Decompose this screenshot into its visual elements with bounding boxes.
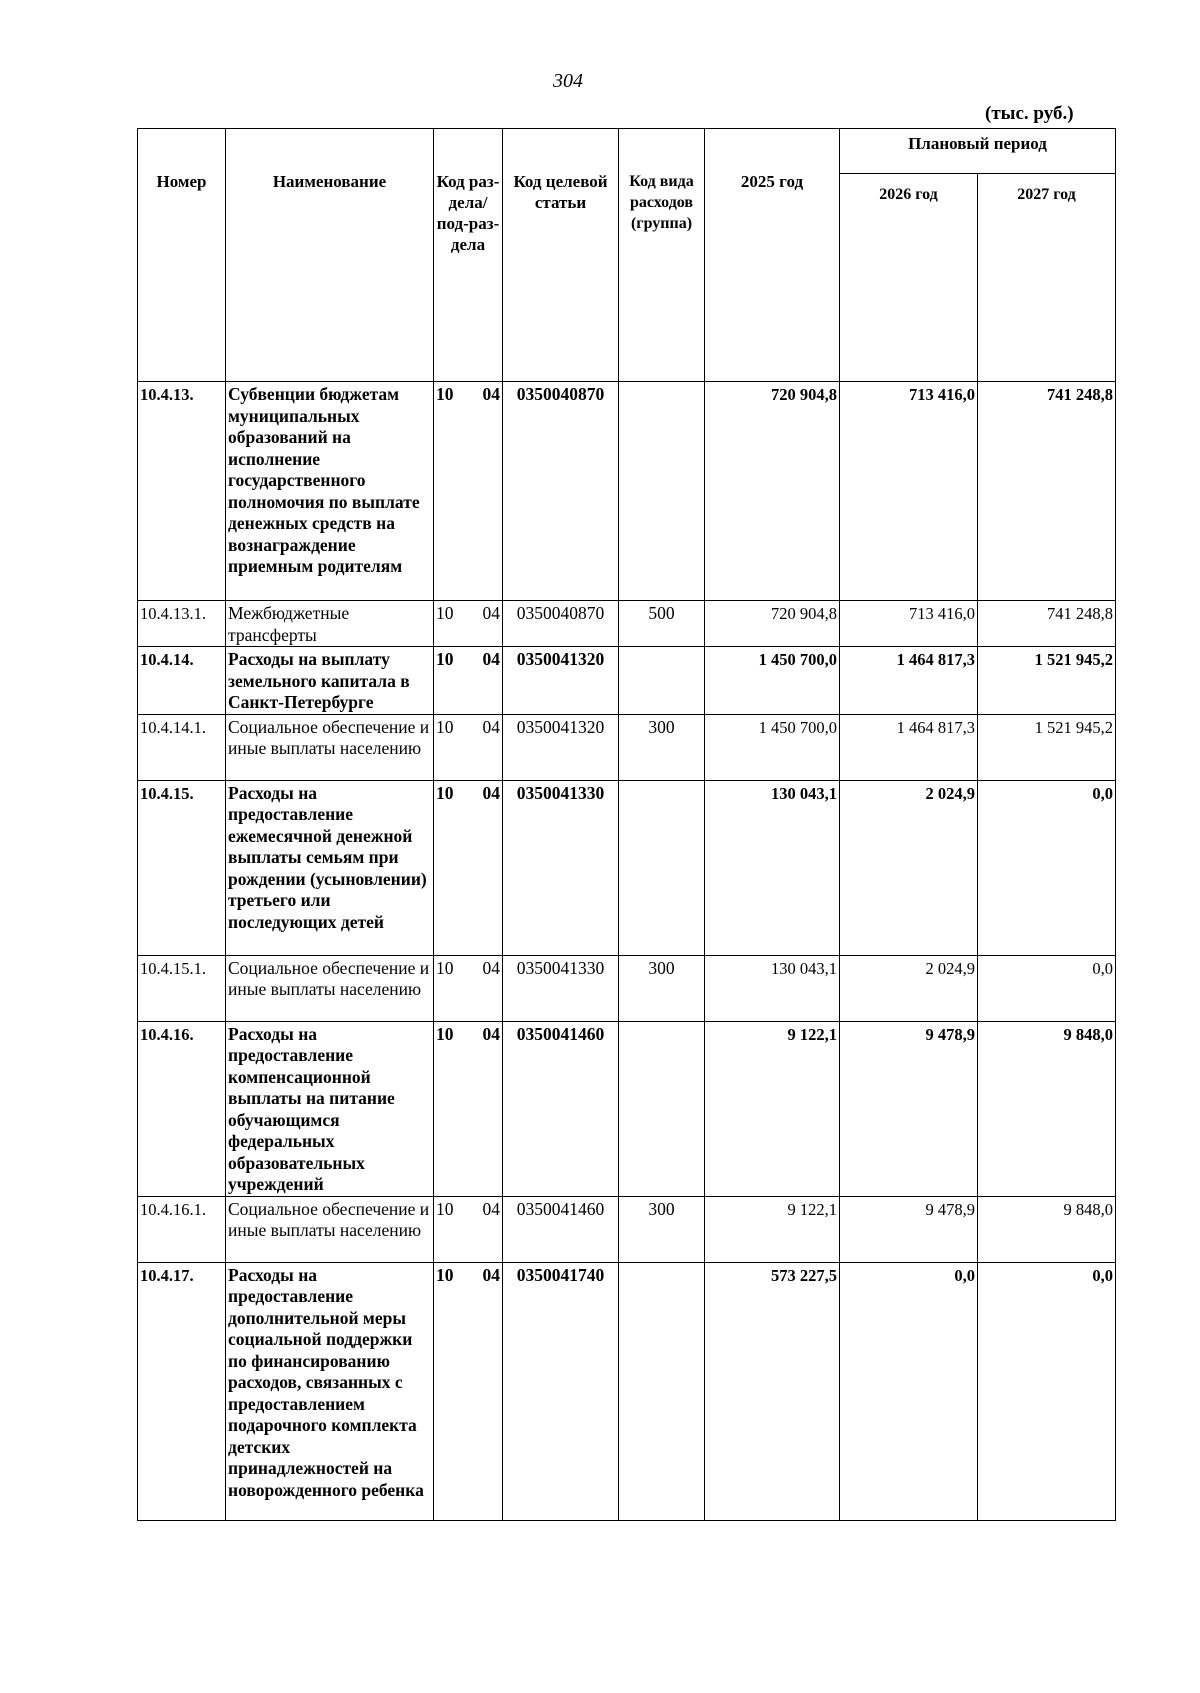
row-amount-2027: 741 248,8 xyxy=(978,601,1116,647)
header-expense-type: Код вида расходов (группа) xyxy=(619,129,705,382)
row-section-code xyxy=(434,647,503,715)
row-amount-2026: 2 024,9 xyxy=(840,780,978,955)
row-amount-2026: 2 024,9 xyxy=(840,955,978,1021)
row-target-code: 0350040870 xyxy=(503,382,619,601)
row-amount-2027: 9 848,0 xyxy=(978,1021,1116,1196)
row-amount-2026: 0,0 xyxy=(840,1262,978,1520)
row-section-code xyxy=(434,1262,503,1520)
row-section-code xyxy=(434,1196,503,1262)
row-amount-2025: 130 043,1 xyxy=(705,955,840,1021)
row-section: 10 xyxy=(436,1023,454,1044)
units-label: (тыс. руб.) xyxy=(985,103,1074,124)
row-amount-2025: 1 450 700,0 xyxy=(705,714,840,780)
table-row xyxy=(138,382,1116,601)
row-number: 10.4.15.1. xyxy=(138,955,226,1021)
row-amount-2025: 9 122,1 xyxy=(705,1021,840,1196)
row-amount-2027: 0,0 xyxy=(978,955,1116,1021)
row-section: 10 xyxy=(436,649,454,669)
row-subsection: 04 xyxy=(482,716,500,737)
row-amount-2025: 720 904,8 xyxy=(705,601,840,647)
table-row xyxy=(138,1196,1116,1262)
row-number: 10.4.16. xyxy=(138,1021,226,1196)
row-amount-2027: 741 248,8 xyxy=(978,382,1116,601)
row-amount-2027: 9 848,0 xyxy=(978,1196,1116,1262)
row-section-code xyxy=(434,955,503,1021)
row-name: Расходы на выплату земельного капитала в Санкт-Петербурге xyxy=(226,647,434,715)
row-number: 10.4.16.1. xyxy=(138,1196,226,1262)
row-expense-group xyxy=(619,780,705,955)
row-expense-group: 300 xyxy=(619,714,705,780)
row-expense-group: 300 xyxy=(619,1196,705,1262)
row-name: Социальное обеспечение и иные выплаты населению xyxy=(226,955,434,1021)
row-number: 10.4.13. xyxy=(138,382,226,601)
header-target-code: Код целевой статьи xyxy=(503,129,619,382)
row-name: Расходы на предоставление дополнительной меры социальной поддержки по финансированию расходов, связанных с предоставлением подарочного комплекта детских принадлежностей на новорожденного ребенка xyxy=(226,1262,434,1520)
row-section-code xyxy=(434,1021,503,1196)
row-expense-group xyxy=(619,1262,705,1520)
row-section: 10 xyxy=(436,957,454,978)
row-section: 10 xyxy=(436,1264,454,1285)
row-section: 10 xyxy=(436,384,454,404)
row-amount-2027: 1 521 945,2 xyxy=(978,647,1116,715)
table-row xyxy=(138,714,1116,780)
row-target-code: 0350041460 xyxy=(503,1021,619,1196)
table-row xyxy=(138,955,1116,1021)
row-target-code: 0350041330 xyxy=(503,955,619,1021)
row-amount-2026: 1 464 817,3 xyxy=(840,714,978,780)
row-expense-group xyxy=(619,647,705,715)
row-section: 10 xyxy=(436,603,454,623)
row-amount-2025: 9 122,1 xyxy=(705,1196,840,1262)
row-amount-2025: 1 450 700,0 xyxy=(705,647,840,715)
table-row xyxy=(138,647,1116,715)
row-amount-2026: 1 464 817,3 xyxy=(840,647,978,715)
row-section-code xyxy=(434,601,503,647)
row-expense-group xyxy=(619,382,705,601)
row-amount-2027: 0,0 xyxy=(978,780,1116,955)
row-subsection: 04 xyxy=(482,1023,500,1044)
row-target-code: 0350041740 xyxy=(503,1262,619,1520)
row-amount-2026: 9 478,9 xyxy=(840,1196,978,1262)
row-subsection: 04 xyxy=(482,782,500,803)
row-amount-2025: 720 904,8 xyxy=(705,382,840,601)
header-name: Наименование xyxy=(226,129,434,382)
row-section-code xyxy=(434,714,503,780)
row-subsection: 04 xyxy=(482,1198,500,1219)
header-year-2026: 2026 год xyxy=(840,173,978,381)
row-number: 10.4.14. xyxy=(138,647,226,715)
row-amount-2025: 130 043,1 xyxy=(705,780,840,955)
row-expense-group xyxy=(619,1021,705,1196)
row-section: 10 xyxy=(436,782,454,803)
row-name: Социальное обеспечение и иные выплаты населению xyxy=(226,1196,434,1262)
row-expense-group: 300 xyxy=(619,955,705,1021)
row-name: Субвенции бюджетам муниципальных образований на исполнение государственного полномочия по выплате денежных средств на вознаграждение приемным родителям xyxy=(226,382,434,601)
row-subsection: 04 xyxy=(482,384,500,404)
row-subsection: 04 xyxy=(482,603,500,623)
row-section: 10 xyxy=(436,1198,454,1219)
row-target-code: 0350041330 xyxy=(503,780,619,955)
header-year-2025: 2025 год xyxy=(705,129,840,382)
row-target-code: 0350040870 xyxy=(503,601,619,647)
header-number: Номер xyxy=(138,129,226,382)
row-amount-2027: 0,0 xyxy=(978,1262,1116,1520)
row-number: 10.4.13.1. xyxy=(138,601,226,647)
row-amount-2026: 9 478,9 xyxy=(840,1021,978,1196)
row-target-code: 0350041320 xyxy=(503,647,619,715)
row-name: Расходы на предоставление компенсационной выплаты на питание обучающимся федеральных образовательных учреждений xyxy=(226,1021,434,1196)
row-section-code xyxy=(434,780,503,955)
row-amount-2026: 713 416,0 xyxy=(840,601,978,647)
budget-table xyxy=(137,128,1116,1521)
row-amount-2027: 1 521 945,2 xyxy=(978,714,1116,780)
row-subsection: 04 xyxy=(482,1264,500,1285)
header-section-code-text: Код раз-дела/ под-раз-дела xyxy=(436,172,500,254)
row-subsection: 04 xyxy=(482,649,500,669)
row-target-code: 0350041320 xyxy=(503,714,619,780)
header-year-2027: 2027 год xyxy=(978,173,1116,381)
row-target-code: 0350041460 xyxy=(503,1196,619,1262)
table-row xyxy=(138,601,1116,647)
row-number: 10.4.15. xyxy=(138,780,226,955)
row-section-code xyxy=(434,382,503,601)
page-number: 304 xyxy=(553,70,583,92)
table-row xyxy=(138,1262,1116,1520)
row-subsection: 04 xyxy=(482,957,500,978)
header-row-1 xyxy=(138,129,1116,174)
row-number: 10.4.14.1. xyxy=(138,714,226,780)
row-amount-2026: 713 416,0 xyxy=(840,382,978,601)
table-row xyxy=(138,780,1116,955)
header-section-code xyxy=(434,129,503,382)
header-planned-period: Плановый период xyxy=(840,129,1116,174)
row-expense-group: 500 xyxy=(619,601,705,647)
row-section: 10 xyxy=(436,716,454,737)
row-number: 10.4.17. xyxy=(138,1262,226,1520)
table-row xyxy=(138,1021,1116,1196)
row-name: Расходы на предоставление ежемесячной денежной выплаты семьям при рождении (усыновлении) третьего или последующих детей xyxy=(226,780,434,955)
row-amount-2025: 573 227,5 xyxy=(705,1262,840,1520)
row-name: Социальное обеспечение и иные выплаты населению xyxy=(226,714,434,780)
row-name: Межбюджетные трансферты xyxy=(226,601,434,647)
